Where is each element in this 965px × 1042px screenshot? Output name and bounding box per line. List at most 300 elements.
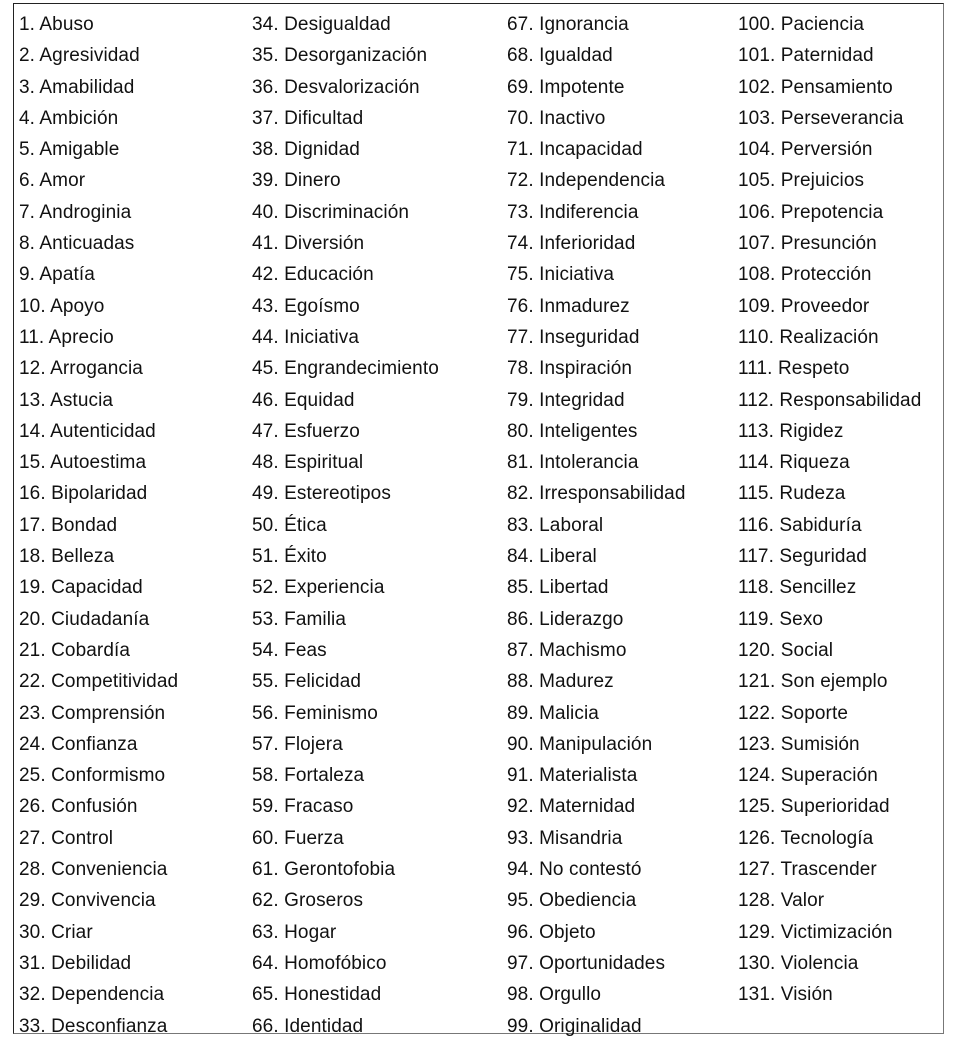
- item-number: 96.: [507, 921, 534, 943]
- list-item: [738, 416, 921, 447]
- item-term: Equidad: [284, 389, 355, 411]
- item-number: 76.: [507, 295, 534, 317]
- list-item: [738, 854, 921, 885]
- item-number: 66.: [252, 1015, 279, 1037]
- item-term: Irresponsabilidad: [539, 483, 686, 505]
- item-term: Materialista: [539, 765, 638, 787]
- list-item: [507, 572, 686, 603]
- item-term: Sencillez: [779, 577, 857, 599]
- list-item: [507, 228, 686, 259]
- item-number: 13.: [19, 389, 46, 411]
- item-number: 120.: [738, 639, 776, 661]
- list-item: [507, 604, 686, 635]
- list-item: [507, 885, 686, 916]
- item-term: Gerontofobia: [284, 859, 396, 881]
- list-item: [738, 510, 921, 541]
- item-number: 78.: [507, 358, 534, 380]
- list-item: [507, 165, 686, 196]
- item-term: Desconfianza: [51, 1015, 168, 1037]
- item-number: 74.: [507, 233, 534, 255]
- item-term: Prepotencia: [780, 201, 884, 223]
- list-item: [19, 72, 178, 103]
- item-number: 3.: [19, 76, 36, 98]
- list-item: [738, 322, 921, 353]
- item-number: 31.: [19, 952, 46, 974]
- item-number: 114.: [738, 452, 774, 474]
- item-number: 118.: [738, 577, 774, 599]
- item-number: 27.: [19, 827, 46, 849]
- item-term: Superioridad: [780, 796, 890, 818]
- item-number: 67.: [507, 14, 534, 35]
- item-number: 103.: [738, 107, 776, 129]
- item-number: 65.: [252, 984, 279, 1006]
- list-item: [252, 854, 439, 885]
- item-number: 81.: [507, 452, 534, 474]
- item-term: Conformismo: [51, 765, 166, 787]
- item-number: 105.: [738, 170, 776, 192]
- item-number: 50.: [252, 514, 279, 536]
- list-item: [252, 134, 439, 165]
- item-term: Dinero: [284, 170, 341, 192]
- item-term: Éxito: [284, 546, 327, 568]
- list-item: [252, 791, 439, 822]
- item-term: Feminismo: [284, 702, 378, 724]
- item-term: Experiencia: [284, 577, 385, 599]
- item-term: Trascender: [780, 859, 877, 881]
- item-number: 57.: [252, 733, 279, 755]
- item-number: 63.: [252, 921, 279, 943]
- item-term: Incapacidad: [539, 139, 643, 161]
- list-item: [19, 416, 178, 447]
- item-number: 130.: [738, 952, 776, 974]
- list-item: [19, 9, 178, 40]
- list-item: [252, 541, 439, 572]
- list-item: [507, 791, 686, 822]
- item-number: 44.: [252, 326, 279, 348]
- item-number: 112.: [738, 389, 774, 411]
- item-term: Esfuerzo: [284, 420, 360, 442]
- item-term: Victimización: [780, 921, 893, 943]
- list-item: [252, 666, 439, 697]
- item-number: 109.: [738, 295, 776, 317]
- item-term: Fracaso: [284, 796, 354, 818]
- list-item: [738, 40, 921, 71]
- item-number: 60.: [252, 827, 279, 849]
- item-term: Comprensión: [51, 702, 166, 724]
- item-number: 73.: [507, 201, 534, 223]
- list-item: [252, 447, 439, 478]
- item-number: 21.: [19, 639, 46, 661]
- list-item: [19, 197, 178, 228]
- list-item: [738, 197, 921, 228]
- list-item: [252, 478, 439, 509]
- item-term: Confianza: [51, 733, 138, 755]
- item-number: 107.: [738, 233, 776, 255]
- item-term: Desorganización: [284, 45, 428, 67]
- item-term: Apoyo: [50, 295, 105, 317]
- item-term: Apatía: [39, 264, 95, 286]
- item-term: Criar: [51, 921, 93, 943]
- list-item: [19, 791, 178, 822]
- item-number: 24.: [19, 733, 46, 755]
- item-term: Protección: [780, 264, 872, 286]
- list-item: [19, 948, 178, 979]
- item-term: Presunción: [780, 233, 877, 255]
- item-number: 30.: [19, 921, 46, 943]
- list-item: [738, 385, 921, 416]
- column-4: [738, 9, 921, 1011]
- item-term: Confusión: [51, 796, 138, 818]
- item-number: 83.: [507, 514, 534, 536]
- list-item: [19, 228, 178, 259]
- word-list-table: [13, 3, 944, 1037]
- item-number: 64.: [252, 952, 279, 974]
- item-number: 45.: [252, 358, 279, 380]
- item-term: Dignidad: [284, 139, 360, 161]
- item-number: 11.: [19, 326, 45, 348]
- list-item: [507, 948, 686, 979]
- item-number: 6.: [19, 170, 36, 192]
- item-number: 17.: [19, 514, 46, 536]
- item-number: 68.: [507, 45, 534, 67]
- item-term: Inactivo: [539, 107, 606, 129]
- item-term: Amor: [39, 170, 86, 192]
- item-number: 70.: [507, 107, 534, 129]
- item-term: Paternidad: [780, 45, 874, 67]
- item-term: Iniciativa: [539, 264, 615, 286]
- list-item: [507, 9, 686, 40]
- item-number: 85.: [507, 577, 534, 599]
- item-number: 49.: [252, 483, 279, 505]
- item-number: 93.: [507, 827, 534, 849]
- item-term: Control: [51, 827, 114, 849]
- list-item: [252, 823, 439, 854]
- list-item: [738, 729, 921, 760]
- item-number: 127.: [738, 859, 776, 881]
- list-item: [19, 823, 178, 854]
- item-term: Diversión: [284, 233, 365, 255]
- item-number: 59.: [252, 796, 279, 818]
- list-item: [252, 291, 439, 322]
- item-number: 55.: [252, 671, 279, 693]
- item-term: Inseguridad: [539, 326, 640, 348]
- item-number: 95.: [507, 890, 534, 912]
- list-item: [738, 228, 921, 259]
- list-item: [252, 760, 439, 791]
- list-item: [252, 9, 439, 40]
- item-term: Homofóbico: [284, 952, 387, 974]
- list-item: [19, 572, 178, 603]
- list-item: [507, 635, 686, 666]
- item-number: 56.: [252, 702, 279, 724]
- list-item: [19, 698, 178, 729]
- item-term: Groseros: [284, 890, 364, 912]
- item-term: Amabilidad: [39, 76, 135, 98]
- list-item: [252, 416, 439, 447]
- list-item: [19, 729, 178, 760]
- item-term: Riqueza: [779, 452, 850, 474]
- list-item: [252, 604, 439, 635]
- list-item: [19, 604, 178, 635]
- item-number: 37.: [252, 107, 279, 129]
- list-item: [252, 103, 439, 134]
- item-number: 110.: [738, 326, 774, 348]
- list-item: [19, 979, 178, 1010]
- item-number: 51.: [252, 546, 279, 568]
- item-term: Convivencia: [51, 890, 156, 912]
- item-number: 52.: [252, 577, 279, 599]
- item-number: 106.: [738, 201, 776, 223]
- item-term: Paciencia: [780, 14, 865, 35]
- item-term: Debilidad: [51, 952, 132, 974]
- item-number: 82.: [507, 483, 534, 505]
- item-term: Social: [780, 639, 834, 661]
- item-term: Astucia: [50, 389, 114, 411]
- item-number: 119.: [738, 608, 774, 630]
- item-number: 89.: [507, 702, 534, 724]
- list-item: [19, 635, 178, 666]
- item-term: Discriminación: [284, 201, 410, 223]
- item-term: Arrogancia: [50, 358, 143, 380]
- item-number: 15.: [19, 452, 46, 474]
- item-term: Perseverancia: [780, 107, 904, 129]
- list-item: [507, 103, 686, 134]
- item-number: 1.: [19, 14, 36, 35]
- item-number: 71.: [507, 139, 534, 161]
- list-item: [252, 917, 439, 948]
- item-term: Autenticidad: [50, 420, 156, 442]
- item-term: Desigualdad: [284, 14, 391, 35]
- item-term: Capacidad: [51, 577, 143, 599]
- list-item: [738, 698, 921, 729]
- item-number: 117.: [738, 546, 774, 568]
- item-number: 46.: [252, 389, 279, 411]
- list-item: [738, 666, 921, 697]
- list-item: [252, 885, 439, 916]
- list-item: [507, 541, 686, 572]
- item-term: Abuso: [39, 14, 94, 35]
- list-item: [19, 478, 178, 509]
- item-number: 88.: [507, 671, 534, 693]
- item-term: Bipolaridad: [51, 483, 148, 505]
- item-term: Flojera: [284, 733, 343, 755]
- list-item: [738, 572, 921, 603]
- list-item: [507, 447, 686, 478]
- item-term: Dependencia: [51, 984, 165, 1006]
- item-number: 39.: [252, 170, 279, 192]
- item-term: Madurez: [539, 671, 614, 693]
- item-term: Amigable: [39, 139, 120, 161]
- item-number: 61.: [252, 859, 279, 881]
- item-term: Identidad: [284, 1015, 364, 1037]
- item-term: Machismo: [539, 639, 627, 661]
- list-item: [19, 885, 178, 916]
- item-number: 72.: [507, 170, 534, 192]
- list-item: [738, 948, 921, 979]
- list-item: [19, 760, 178, 791]
- list-item: [19, 447, 178, 478]
- item-term: Impotente: [539, 76, 625, 98]
- item-number: 122.: [738, 702, 776, 724]
- list-item: [252, 572, 439, 603]
- column-1: [19, 9, 178, 1042]
- item-term: Libertad: [539, 577, 609, 599]
- list-item: [252, 729, 439, 760]
- item-term: Maternidad: [539, 796, 636, 818]
- item-term: Superación: [780, 765, 878, 787]
- item-number: 2.: [19, 45, 36, 67]
- item-term: Ciudadanía: [51, 608, 150, 630]
- item-term: Felicidad: [284, 671, 362, 693]
- list-item: [252, 322, 439, 353]
- item-term: Independencia: [539, 170, 666, 192]
- list-item: [738, 103, 921, 134]
- item-number: 16.: [19, 483, 46, 505]
- item-term: Igualdad: [539, 45, 613, 67]
- item-term: Competitividad: [51, 671, 179, 693]
- list-item: [507, 197, 686, 228]
- item-number: 58.: [252, 765, 279, 787]
- item-number: 28.: [19, 859, 46, 881]
- item-number: 19.: [19, 577, 46, 599]
- item-term: Obediencia: [539, 890, 637, 912]
- item-number: 102.: [738, 76, 776, 98]
- list-item: [507, 478, 686, 509]
- item-term: Educación: [284, 264, 374, 286]
- item-term: Pensamiento: [780, 76, 893, 98]
- item-term: Belleza: [51, 546, 115, 568]
- list-item: [507, 823, 686, 854]
- list-item: [252, 228, 439, 259]
- list-item: [507, 291, 686, 322]
- item-term: Dificultad: [284, 107, 364, 129]
- item-number: 34.: [252, 14, 279, 35]
- item-term: Objeto: [539, 921, 596, 943]
- item-number: 36.: [252, 76, 279, 98]
- list-item: [507, 698, 686, 729]
- list-item: [19, 353, 178, 384]
- list-item: [738, 478, 921, 509]
- item-term: Sumisión: [780, 733, 860, 755]
- item-term: Orgullo: [539, 984, 602, 1006]
- item-number: 32.: [19, 984, 46, 1006]
- item-number: 14.: [19, 420, 46, 442]
- list-item: [19, 291, 178, 322]
- item-number: 97.: [507, 952, 534, 974]
- list-item: [252, 385, 439, 416]
- list-item: [507, 979, 686, 1010]
- item-number: 91.: [507, 765, 534, 787]
- list-item: [19, 854, 178, 885]
- item-number: 94.: [507, 859, 534, 881]
- item-number: 123.: [738, 733, 776, 755]
- item-term: Tecnología: [780, 827, 874, 849]
- list-item: [252, 1011, 439, 1042]
- item-number: 99.: [507, 1015, 534, 1037]
- list-item: [19, 103, 178, 134]
- item-term: Cobardía: [51, 639, 131, 661]
- list-item: [252, 698, 439, 729]
- list-item: [252, 165, 439, 196]
- list-item: [738, 165, 921, 196]
- item-number: 124.: [738, 765, 776, 787]
- item-term: Aprecio: [48, 326, 114, 348]
- item-term: Integridad: [539, 389, 625, 411]
- item-term: Inferioridad: [539, 233, 636, 255]
- list-item: [738, 447, 921, 478]
- item-number: 77.: [507, 326, 534, 348]
- item-number: 42.: [252, 264, 279, 286]
- list-item: [738, 541, 921, 572]
- item-term: Feas: [284, 639, 327, 661]
- column-2: [252, 9, 439, 1042]
- item-term: Ambición: [39, 107, 119, 129]
- item-term: Autoestima: [50, 452, 147, 474]
- item-number: 98.: [507, 984, 534, 1006]
- item-number: 8.: [19, 233, 36, 255]
- list-item: [738, 72, 921, 103]
- item-term: Hogar: [284, 921, 337, 943]
- item-number: 75.: [507, 264, 534, 286]
- list-item: [738, 917, 921, 948]
- item-number: 43.: [252, 295, 279, 317]
- item-term: Violencia: [780, 952, 859, 974]
- list-item: [507, 760, 686, 791]
- item-term: Perversión: [780, 139, 873, 161]
- item-number: 131.: [738, 984, 776, 1006]
- item-term: Inspiración: [539, 358, 633, 380]
- item-number: 121.: [738, 671, 776, 693]
- list-item: [252, 259, 439, 290]
- item-term: Proveedor: [780, 295, 870, 317]
- item-term: Fuerza: [284, 827, 344, 849]
- list-item: [19, 510, 178, 541]
- list-item: [507, 729, 686, 760]
- item-number: 84.: [507, 546, 534, 568]
- item-term: Espiritual: [284, 452, 364, 474]
- item-number: 12.: [19, 358, 46, 380]
- item-number: 54.: [252, 639, 279, 661]
- item-number: 113.: [738, 420, 774, 442]
- item-term: Iniciativa: [284, 326, 360, 348]
- item-number: 53.: [252, 608, 279, 630]
- item-number: 87.: [507, 639, 534, 661]
- item-number: 7.: [19, 201, 36, 223]
- item-term: Son ejemplo: [780, 671, 888, 693]
- item-term: Realización: [779, 326, 879, 348]
- list-item: [738, 259, 921, 290]
- item-term: Ética: [284, 514, 327, 536]
- list-item: [738, 9, 921, 40]
- item-term: Originalidad: [539, 1015, 642, 1037]
- item-number: 18.: [19, 546, 46, 568]
- item-number: 115.: [738, 483, 774, 505]
- item-number: 26.: [19, 796, 46, 818]
- item-term: Prejuicios: [780, 170, 865, 192]
- item-term: Fortaleza: [284, 765, 365, 787]
- item-number: 69.: [507, 76, 534, 98]
- list-item: [19, 1011, 178, 1042]
- item-number: 129.: [738, 921, 776, 943]
- list-item: [507, 40, 686, 71]
- list-item: [507, 510, 686, 541]
- item-number: 29.: [19, 890, 46, 912]
- item-term: Agresividad: [39, 45, 140, 67]
- item-number: 33.: [19, 1015, 46, 1037]
- item-number: 79.: [507, 389, 534, 411]
- list-item: [252, 40, 439, 71]
- list-item: [738, 604, 921, 635]
